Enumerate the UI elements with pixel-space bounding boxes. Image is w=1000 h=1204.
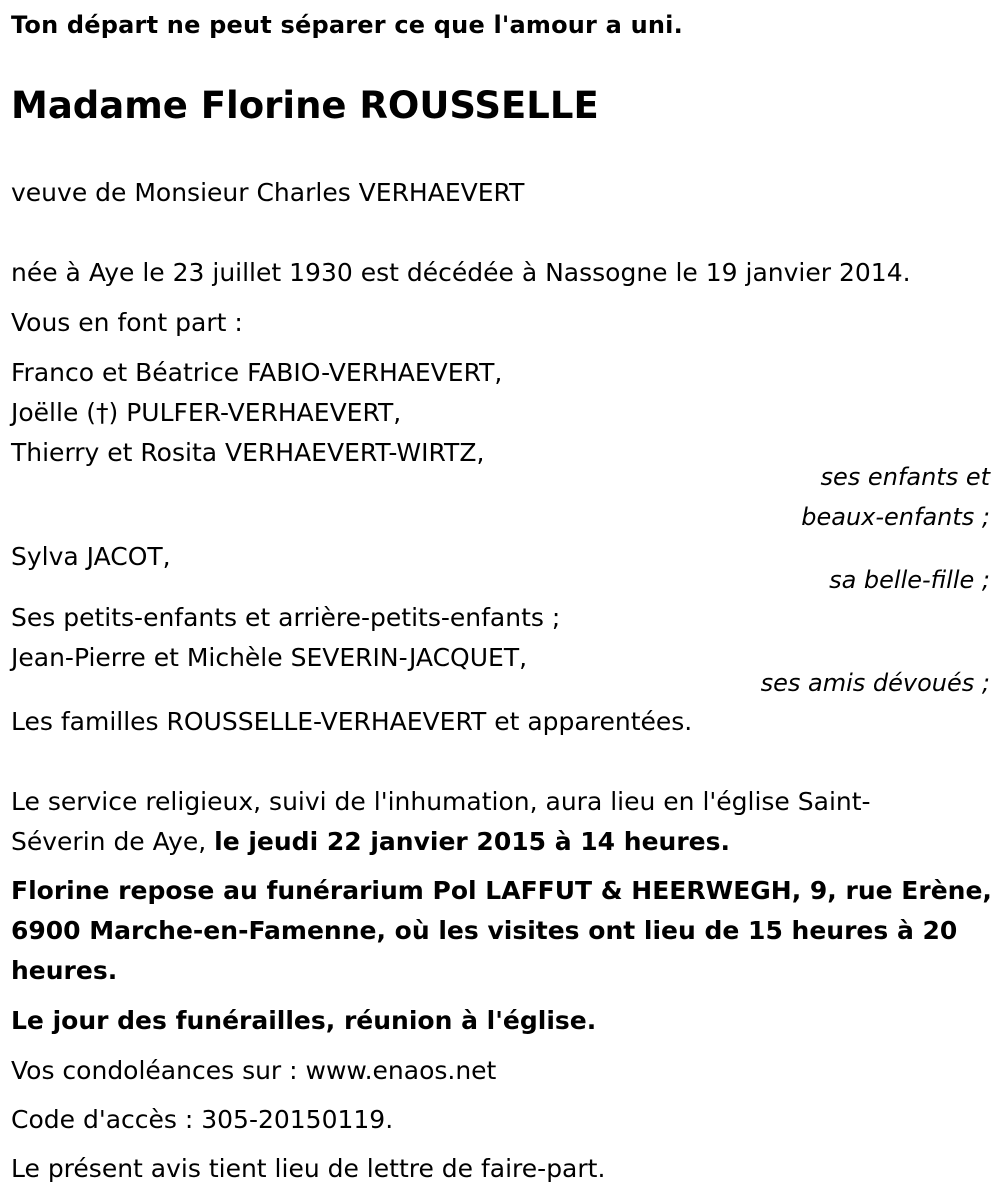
meeting-line: Le jour des funérailles, réunion à l'église. [11,1006,597,1035]
funeral-home-line-3: heures. [11,956,118,985]
friends: Jean-Pierre et Michèle SEVERIN-JACQUET, [11,643,528,672]
headline: Ton départ ne peut séparer ce que l'amour a uni. [11,11,683,39]
child-2: Joëlle (†) PULFER-VERHAEVERT, [11,398,402,427]
child-3: Thierry et Rosita VERHAEVERT-WIRTZ, [11,438,485,467]
children-role-1: ses enfants et [820,463,990,491]
service-date: le jeudi 22 janvier 2015 à 14 heures. [214,827,730,856]
service-line-2 [11,827,730,857]
service-place: Séverin de Aye, [11,827,215,856]
friends-role: ses amis dévoués ; [760,669,990,697]
announce-intro: Vous en font part : [11,308,243,337]
funeral-home-line-1: Florine repose au funérarium Pol LAFFUT & HEERWEGH, 9, rue Erène, [11,876,992,905]
families: Les familles ROUSSELLE-VERHAEVERT et apparentées. [11,707,693,736]
notice-line: Le présent avis tient lieu de lettre de faire-part. [11,1154,606,1183]
daughter-in-law-role: sa belle-fille ; [829,566,990,594]
daughter-in-law: Sylva JACOT, [11,542,171,571]
condolences-line: Vos condoléances sur : www.enaos.net [11,1056,497,1085]
child-1: Franco et Béatrice FABIO-VERHAEVERT, [11,358,503,387]
widow-of: veuve de Monsieur Charles VERHAEVERT [11,178,525,207]
access-code-line: Code d'accès : 305-20150119. [11,1105,394,1134]
service-line-1: Le service religieux, suivi de l'inhumation, aura lieu en l'église Saint- [11,787,871,816]
birth-death-line: née à Aye le 23 juillet 1930 est décédée à Nassogne le 19 janvier 2014. [11,258,911,287]
grandchildren: Ses petits-enfants et arrière-petits-enfants ; [11,603,561,632]
children-role-2: beaux-enfants ; [801,503,990,531]
deceased-name: Madame Florine ROUSSELLE [11,84,599,127]
funeral-home-line-2: 6900 Marche-en-Famenne, où les visites ont lieu de 15 heures à 20 [11,916,958,945]
